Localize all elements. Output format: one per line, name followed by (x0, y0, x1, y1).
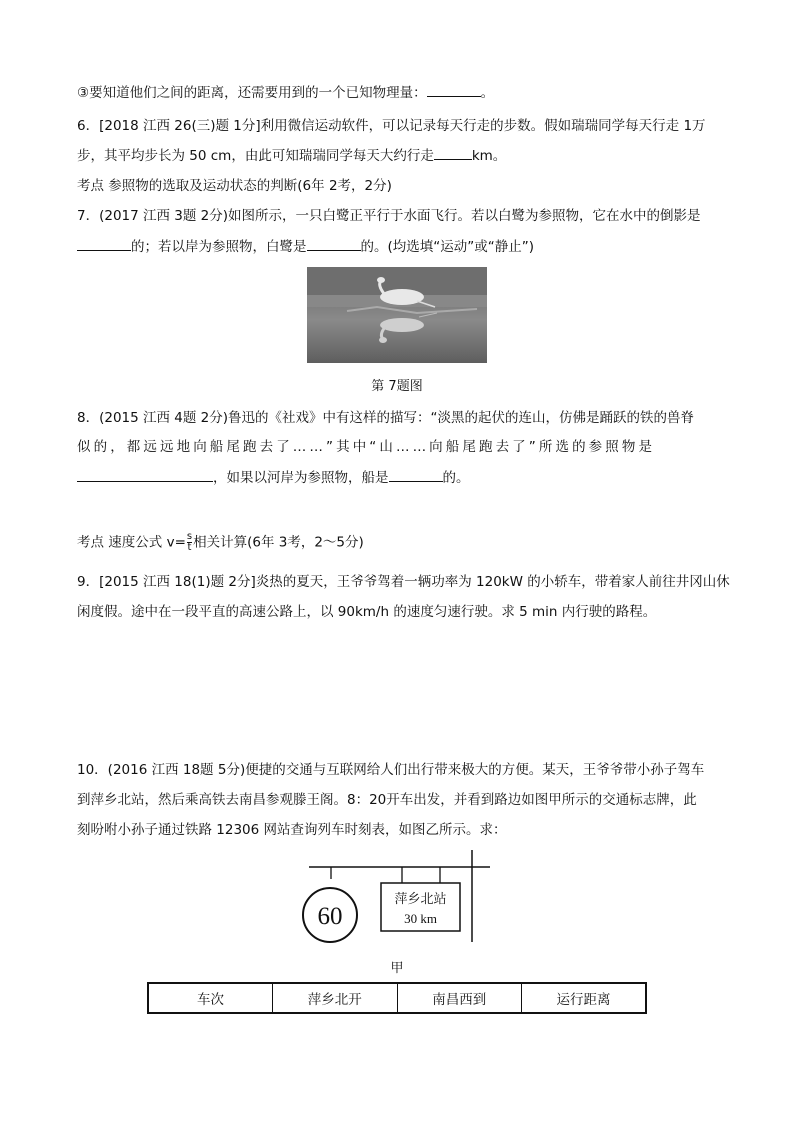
station-name: 萍乡北站 (394, 892, 447, 907)
q8-line-3: ，如果以河岸为参照物，船是 的。 (77, 467, 470, 488)
col-arrive-nanchang-west: 南昌西到 (397, 983, 522, 1013)
q9-line-2: 闲度假。途中在一段平直的高速公路上，以 90km/h 的速度匀速行驶。求 5 min 内行驶的路程。 (77, 604, 657, 620)
q8-line-1: 8．(2015 江西 4题 2分)鲁迅的《社戏》中有这样的描写：“淡黑的起伏的连山，仿佛是踊跃的铁的兽脊 (77, 410, 695, 426)
traffic-sign-figure (295, 848, 495, 948)
figure-jia-caption: 甲 (390, 961, 404, 976)
col-train-number: 车次 (148, 983, 273, 1013)
col-depart-pingxiang-north: 萍乡北开 (273, 983, 398, 1013)
q8-line-2: 似的，都远远地向船尾跑去了……”其中“山……向船尾跑去了”所选的参照物是 (77, 439, 656, 455)
train-timetable (147, 982, 647, 1014)
key-point-1: 考点 参照物的选取及运动状态的判断(6年 2考，2分) (77, 178, 392, 194)
speed-formula-fraction: $\frac{s}{t}$ (186, 531, 193, 553)
answer-blank[interactable] (307, 236, 361, 251)
q10-line-1: 10．(2016 江西 18题 5分)便捷的交通与互联网给人们出行带来极大的方便。某天，王爷爷带小孙子驾车 (77, 762, 705, 778)
answer-blank[interactable] (427, 82, 481, 97)
q6-line-1: 6．[2018 江西 26(三)题 1分]利用微信运动软件，可以记录每天行走的步数。假如瑞瑞同学每天行走 1万 (77, 118, 706, 134)
q5-text: ③要知道他们之间的距离，还需要用到的一个已知物理量： (77, 85, 427, 101)
col-distance: 运行距离 (522, 983, 647, 1013)
q6-line-2: 步，其平均步长为 50 cm，由此可知瑞瑞同学每天大约行走 km。 (77, 145, 506, 166)
answer-blank[interactable] (77, 467, 213, 482)
figure-7-caption: 第 7题图 (371, 379, 423, 394)
q5-line-3: ③要知道他们之间的距离，还需要用到的一个已知物理量： 。 (77, 82, 494, 103)
answer-blank[interactable] (434, 145, 472, 160)
table-header-row (148, 983, 646, 1013)
egret-photo (307, 267, 487, 363)
q7-line-1: 7．(2017 江西 3题 2分)如图所示，一只白鹭正平行于水面飞行。若以白鹭为参照物，它在水中的倒影是 (77, 208, 701, 224)
answer-blank[interactable] (389, 467, 443, 482)
q9-line-1: 9．[2015 江西 18(1)题 2分]炎热的夏天，王爷爷驾着一辆功率为 120kW 的小轿车，带着家人前往井冈山休 (77, 574, 730, 590)
station-distance: 30 km (404, 911, 437, 926)
q10-line-2: 到萍乡北站，然后乘高铁去南昌参观滕王阁。8：20开车出发，并看到路边如图甲所示的交通标志牌，此 (77, 792, 697, 808)
q7-line-2: 的；若以岸为参照物，白鹭是 的。(均选填“运动”或“静止”) (77, 236, 534, 257)
answer-blank[interactable] (77, 236, 131, 251)
q10-line-3: 刻吩咐小孙子通过铁路 12306 网站查询列车时刻表，如图乙所示。求： (77, 822, 507, 838)
key-point-2: 考点 速度公式 v= $\frac{s}{t}$ 相关计算(6年 3考，2～5分) (77, 531, 364, 553)
speed-limit-value: 60 (317, 903, 343, 930)
